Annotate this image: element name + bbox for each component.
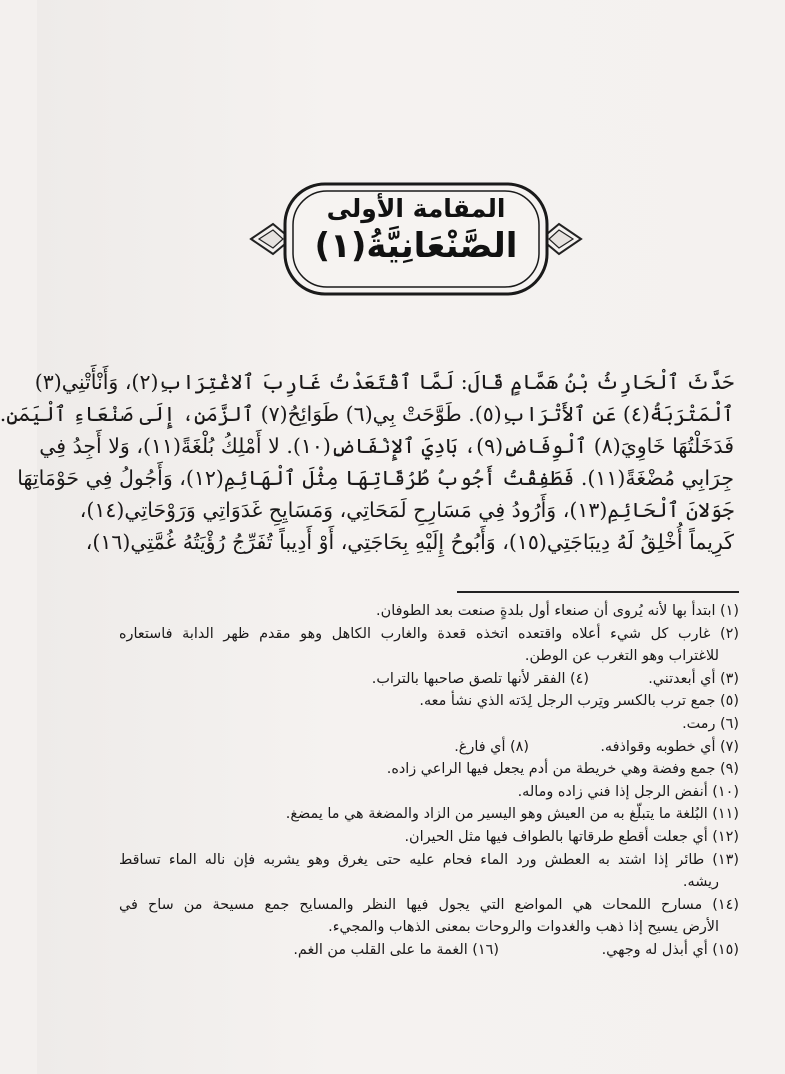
main-text-line: ٱلْمَتْرَبَةُ(٤) عَنِ ٱلأَتْرَابِ(٥). طَوَّحَتْ بِي(٦) طَوَائِحُ(٧) ٱلزَّمَنِ، إِلَى صَنْعَاءِ ٱلْيَمَنِ. — [0, 402, 734, 426]
footnote: (١) ابتدأ بها لأنه يُروى أن صنعاء أول بلدةٍ صنعت بعد الطوفان. — [376, 603, 739, 619]
maqama-label: المقامة الأولى — [326, 194, 506, 223]
footnote: (١٥) أي أبذل له وجهي. — [601, 941, 739, 958]
footnote: (٦) رمت. — [682, 715, 739, 732]
footnote: (٧) أي خطوبه وقواذفه. — [600, 738, 739, 755]
main-text-line: كَرِيماً أُخْلِقُ لَهُ دِيبَاجَتِي(١٥)، وَأَبُوحُ إِلَيْهِ بِحَاجَتِي، أَوْ أَدِيباً تُفَرِّجُ رُؤْيَتُهُ غُمَّتِي(١٦)، — [85, 530, 734, 554]
footnote: (٣) أي أبعدتني. — [648, 670, 739, 687]
footnote: (٨) أي فارغ. — [454, 738, 529, 755]
footnote: (١١) البُلغة ما يتبلّغ به من العيش وهو اليسير من الزاد والمضغة هي ما يمضغ. — [285, 806, 739, 823]
footnote: (٢) غارب كل شيء أعلاه واقتعده اتخذه قعدة والغارب الكاهل وهو مقدم ظهر الدابة فاستعاره — [119, 625, 739, 642]
title-cartouche — [251, 180, 581, 298]
footnote-pair — [119, 668, 739, 691]
footnote-continuation: للاغتراب وهو التغرب عن الوطن. — [524, 648, 719, 665]
footnote-continuation: ريشه. — [682, 874, 719, 891]
footnote: (٥) جمع ترب بالكسر وتِرب الرجل لِدَته الذي نشأ معه. — [419, 693, 739, 710]
footnote: (١٣) طائر إذا اشتد به العطش ورد الماء فحام عليه حتى يغرق وهو يشربه فإن ناله الماء تساقط — [119, 851, 739, 868]
maqama-title: الصَّنْعَانِيَّةُ(١) — [314, 226, 518, 266]
main-text-line: جِرَابِي مُضْغَةً(١١). فَطَفِقْتُ أَجُوبُ طُرُقَاتِهَا مِثْلَ ٱلْهَائِمِ(١٢)، وَأَجُولُ فِي حَوْمَاتِهَا — [17, 466, 734, 490]
main-text — [0, 366, 734, 558]
footnote-pair — [119, 736, 739, 759]
footnote-pair — [119, 939, 739, 962]
main-text-line: فَدَخَلْتُهَا خَاوِيَ(٨) ٱلْوِفَاضِ(٩)، بَادِيَ ٱلإِنْفَاضِ(١٠). لا أَمْلِكُ بُلْغَةً(١١)، وَلا أَجِدُ فِي — [39, 434, 734, 458]
footnote: (٩) جمع وفضة وهي خريطة من أدم يجعل فيها الراعي زاده. — [386, 761, 739, 778]
footnote: (١٢) أي جعلت أقطع طرقاتها بالطواف فيها مثل الحيران. — [404, 828, 739, 845]
footnote: (١٠) أنفض الرجل إذا فني زاده وماله. — [517, 783, 739, 800]
main-text-line: حَدَّثَ ٱلْحَارِثُ بْنُ هَمَّامٍ قَالَ: لَمَّا ٱقْتَعَدْتُ غَارِبَ ٱلاغْتِرَابِ(٢)، وَأَنْأَتْنِي(٣) — [34, 370, 734, 394]
main-text-line: جَوَلانَ ٱلْحَائِمِ(١٣)، وَأَرُودُ فِي مَسَارِحِ لَمَحَاتِي، وَمَسَايِحِ غَدَوَاتِي وَرَوْحَاتِي(١٤)، — [79, 498, 734, 522]
footnote: (٤) الفقر لأنها تلصق صاحبها بالتراب. — [371, 670, 589, 687]
footnote-separator — [457, 591, 739, 593]
footnote: (١٦) الغمة ما على القلب من الغم. — [293, 941, 499, 958]
footnote-continuation: الأرض يسيح إذا ذهب والغدوات والروحات بمعنى الذهاب والمجيء. — [328, 919, 719, 936]
footnotes — [119, 600, 739, 962]
footnote: (١٤) مسارح اللمحات هي المواضع التي يجول فيها النظر والمسايح جمع مسيحة من ساح في — [119, 896, 739, 913]
